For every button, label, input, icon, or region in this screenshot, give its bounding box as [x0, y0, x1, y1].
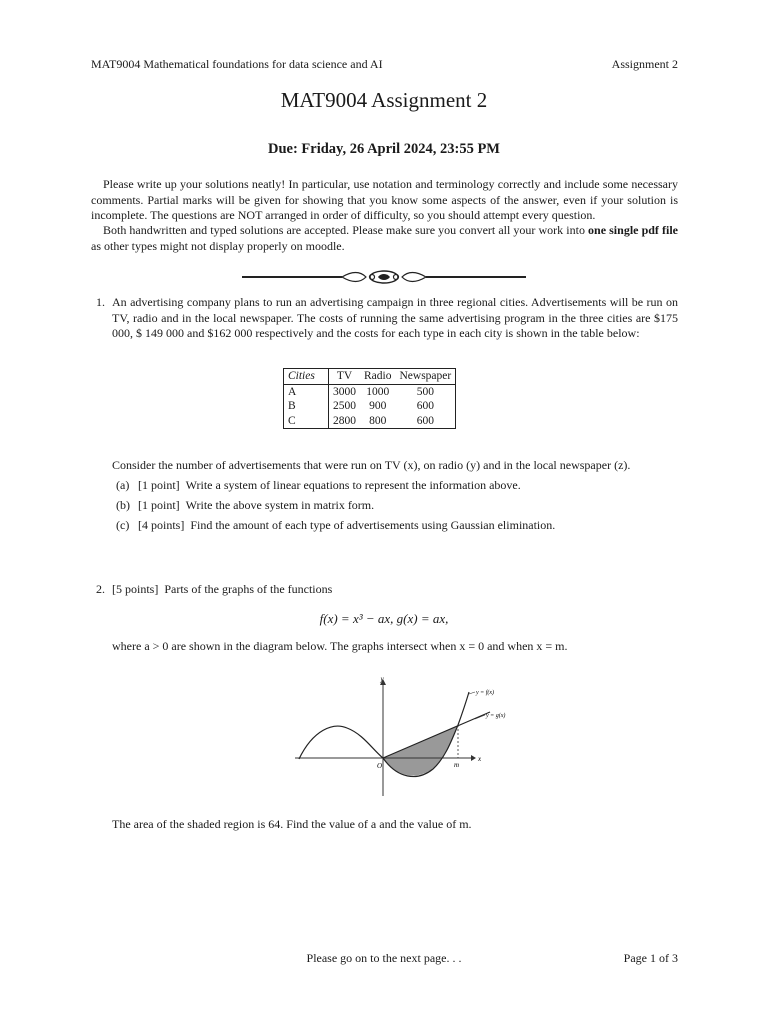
table-row [284, 414, 456, 429]
part-points: [4 points] [138, 518, 185, 532]
origin-label: O [377, 762, 383, 770]
table-header-cell: Newspaper [395, 369, 455, 385]
footer-page-number: Page 1 of 3 [623, 951, 678, 965]
question-1-text: An advertising company plans to run an advertising campaign in three regional cities. Advertisements will be run on TV, radio and in the local newspaper. The costs of running the same advertising program in the three cities are $175 000, $ 149 000 and $162 000 respectively and the costs for each type in each city is shown in the table below: [112, 295, 678, 341]
table-cell: 2800 [333, 414, 356, 427]
question-1-part-c [116, 518, 555, 533]
x-axis-label: x [478, 755, 482, 763]
question-1-consider: Consider the number of advertisements that were run on TV (x), on radio (y) and in the local newspaper (z). [112, 458, 631, 472]
section-divider-ornament [242, 267, 526, 287]
part-points: [1 point] [138, 498, 180, 512]
question-2-points: [5 points] [112, 582, 159, 596]
due-date: Due: Friday, 26 April 2024, 23:55 PM [268, 141, 500, 157]
question-2-equation: f(x) = x³ − ax, g(x) = ax, [319, 611, 449, 626]
part-label: (c) [116, 518, 130, 532]
g-label: y = g(x) [486, 713, 506, 719]
part-text: Find the amount of each type of advertisements using Gaussian elimination. [190, 518, 556, 532]
advertising-cost-table [283, 368, 456, 429]
table-cell: 3000 [333, 385, 356, 398]
part-text: Write a system of linear equations to represent the information above. [185, 478, 521, 492]
question-2-text: Parts of the graphs of the functions [164, 582, 333, 596]
table-cell: C [284, 414, 329, 429]
footer-next-page: Please go on to the next page. . . [306, 951, 462, 965]
header-assignment: Assignment 2 [611, 57, 678, 71]
table-cell: 600 [416, 400, 434, 412]
intro-p1-text: Please write up your solutions neatly! In particular, use notation and terminology correctly and include some necessary comments. Partial marks will be given for showing that you know some aspects of the answer, even if your solution is incomplete. The questions are NOT arranged in order of difficulty, so you should attempt every question. [91, 177, 678, 223]
table-cell: 600 [416, 414, 434, 427]
part-label: (b) [116, 498, 130, 512]
question-1-number: 1. [96, 295, 105, 309]
table-cell: 900 [369, 400, 387, 412]
y-axis-label: y [380, 675, 384, 683]
part-text: Write the above system in matrix form. [185, 498, 375, 512]
question-2-number: 2. [96, 582, 105, 596]
function-graph-figure [285, 672, 525, 797]
table-header-cell: TV [329, 369, 361, 385]
g-label-leader [475, 715, 485, 719]
intro-p2-end: as other types might not display properly on moodle. [91, 238, 345, 253]
f-label: y = f(x) [476, 690, 495, 696]
table-header-row [284, 369, 456, 385]
part-label: (a) [116, 478, 130, 492]
part-points: [1 point] [138, 478, 180, 492]
m-label: m [454, 761, 460, 769]
x-axis-arrow-icon [471, 755, 476, 761]
table-cell: 2500 [333, 400, 356, 412]
intro-p2-bold: one single pdf file [588, 223, 678, 237]
table-cell: B [284, 399, 329, 414]
intro-p2-start: Both handwritten and typed solutions are accepted. Please make sure you convert all your work into [103, 223, 589, 237]
header-course: MAT9004 Mathematical foundations for data science and AI [91, 57, 383, 71]
table-header-cell: Cities [284, 369, 329, 385]
table-cell: A [284, 384, 329, 399]
question-1-part-b [116, 498, 374, 513]
table-row [284, 384, 456, 399]
question-2-where: where a > 0 are shown in the diagram below. The graphs intersect when x = 0 and when x = m. [112, 639, 568, 653]
table-header-cell: Radio [360, 369, 395, 385]
page-title: MAT9004 Assignment 2 [280, 88, 488, 112]
table-cell: 500 [416, 385, 434, 398]
question-2-intro [112, 582, 678, 598]
intro-paragraph-2 [91, 223, 678, 254]
question-1-part-a [116, 478, 521, 493]
table-cell: 1000 [366, 385, 390, 398]
table-row [284, 399, 456, 414]
table-cell: 800 [369, 414, 387, 427]
f-label-leader [469, 692, 475, 694]
question-2-area-text: The area of the shaded region is 64. Find the value of a and the value of m. [112, 817, 472, 831]
intro-paragraph-1 [91, 177, 678, 224]
